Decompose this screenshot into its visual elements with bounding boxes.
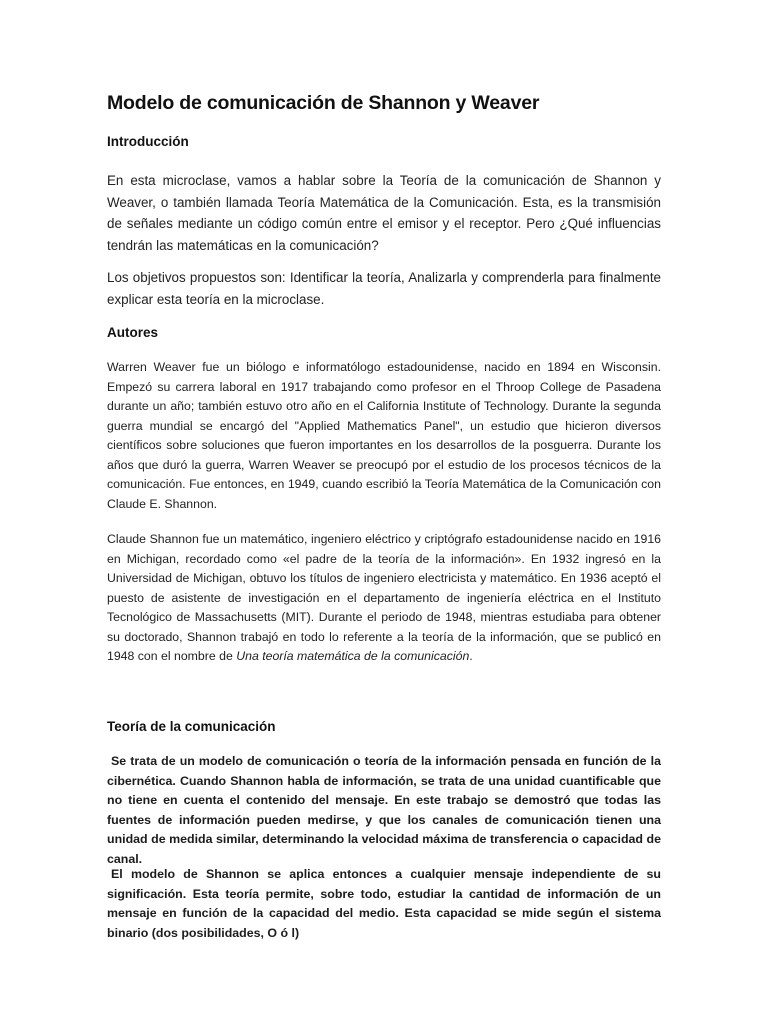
paragraph-teoria-2: El modelo de Shannon se aplica entonces a cualquier mensaje independiente de su significación. Esta teoría permite, sobre todo, estudiar la cantidad de información de un mensaje en función de la capacidad del medio. Esta capacidad se mide según el sistema binario (dos posibilidades, O ó l) — [107, 867, 661, 940]
paragraph-introduccion-2: Los objetivos propuestos son: Identificar la teoría, Analizarla y comprenderla para finalmente explicar esta teoría en la microclase. — [107, 270, 661, 307]
paragraph-teoria-1: Se trata de un modelo de comunicación o teoría de la información pensada en función de la cibernética. Cuando Shannon habla de información, se trata de una unidad cuantificable que no tiene en cuenta el contenido del mensaje. En este trabajo se demostró que todas las fuentes de información pueden medirse, y que los canales de comunicación tienen una unidad de medida similar, determinando la velocidad máxima de transferencia o capacidad de canal. — [107, 754, 661, 866]
section-heading-introduccion: Introducción — [107, 134, 189, 149]
paragraph-autores-1: Warren Weaver fue un biólogo e informatólogo estadounidense, nacido en 1894 en Wisconsin. Empezó su carrera laboral en 1917 trabajando como profesor en el Throop College de Pasadena durante un año; también estuvo otro año en el California Institute of Technology. Durante la segunda guerra mundial se encargó del "Applied Mathematics Panel", un estudio que hicieron diversos científicos sobre soluciones que fueron importantes en los desarrollos de la posguerra. Durante los años que duró la guerra, Warren Weaver se preocupó por el estudio de los procesos técnicos de la comunicación. Fue entonces, en 1949, cuando escribió la Teoría Matemática de la Comunicación con Claude E. Shannon. — [107, 360, 661, 511]
paragraph-autores-2 — [107, 530, 661, 667]
section-heading-autores: Autores — [107, 325, 159, 340]
section-heading-teoria: Teoría de la comunicación — [107, 719, 276, 734]
page-title: Modelo de comunicación de Shannon y Weaver — [107, 92, 540, 114]
paragraph-autores-2-end: . — [469, 649, 473, 663]
book-title-italic: Una teoría matemática de la comunicación — [236, 649, 470, 663]
paragraph-autores-2-text: Claude Shannon fue un matemático, ingeniero eléctrico y criptógrafo estadounidense nacido en 1916 en Michigan, recordado como «el padre de la teoría de la información». En 1932 ingresó en la Universidad de Michigan, obtuvo los títulos de ingeniero electricista y matemático. En 1936 aceptó el puesto de asistente de investigación en el departamento de ingeniería eléctrica en el Instituto Tecnológico de Massachusetts (MIT). Durante el periodo de 1948, mientras estudiaba para obtener su doctorado, Shannon trabajó en todo lo referente a la teoría de la información, que se publicó en 1948 con el nombre de — [107, 532, 661, 663]
paragraph-introduccion-1: En esta microclase, vamos a hablar sobre la Teoría de la comunicación de Shannon y Weaver, o también llamada Teoría Matemática de la Comunicación. Esta, es la transmisión de señales mediante un código común entre el emisor y el receptor. Pero ¿Qué influencias tendrán las matemáticas en la comunicación? — [107, 173, 661, 254]
